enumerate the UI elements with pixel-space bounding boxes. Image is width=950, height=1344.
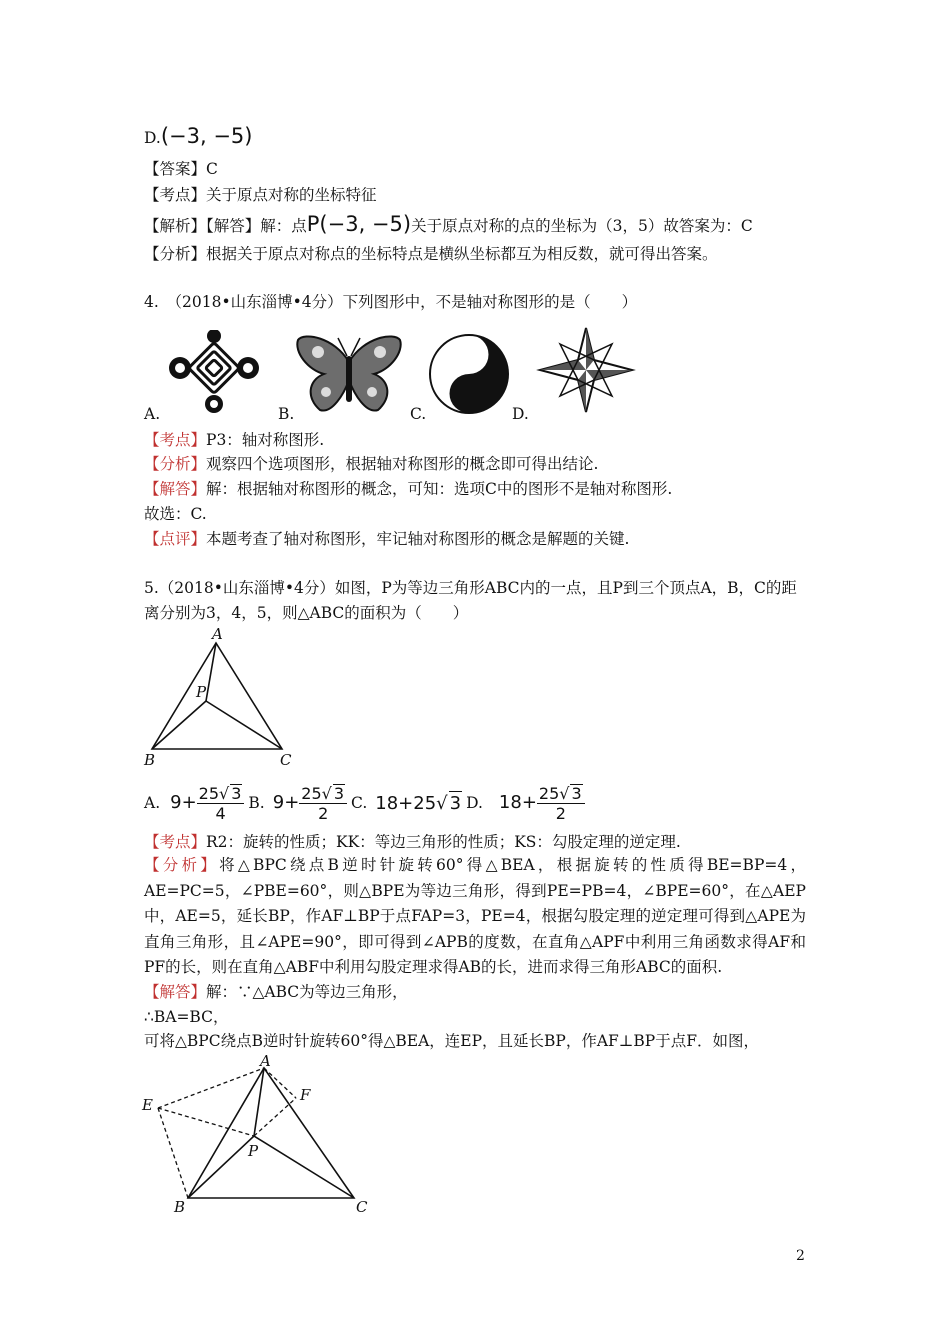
frac-num: 25: [538, 783, 560, 803]
fenxi-paragraph-q5: [144, 853, 806, 981]
fig2-label-b: B: [174, 1198, 186, 1216]
kaodian-text: R2：旋转的性质；KK：等边三角形的性质；KS：勾股定理的逆定理.: [206, 833, 681, 851]
expr-text: 18+25: [375, 792, 437, 814]
q4-option-a-label: A.: [144, 405, 161, 423]
option-d-prev: [144, 124, 252, 150]
fig2-label-p: P: [248, 1142, 259, 1160]
q5-options: [144, 778, 585, 828]
q5-option-a-fraction: $\frac{25√ 3}{4}$: [197, 784, 245, 823]
butterfly-figure: [294, 332, 404, 416]
frac-num: 25: [301, 783, 322, 803]
page-number: 2: [796, 1248, 805, 1264]
q4-option-c-label: C.: [410, 405, 427, 423]
kaodian-text: P3：轴对称图形.: [206, 431, 325, 449]
chinese-knot-figure: [166, 330, 262, 416]
fig1-label-c: C: [280, 751, 292, 769]
frac-num: 25: [198, 783, 220, 803]
q5-option-c-label: C.: [351, 794, 368, 812]
triangle-figure-1: [140, 625, 300, 770]
fenxi-text: 根据关于原点对称点的坐标特点是横纵坐标都互为相反数，就可得出答案。: [206, 245, 718, 263]
frac-radicand: 3: [231, 783, 242, 803]
frac-radicand: 3: [571, 783, 582, 803]
kaodian-line-q4: [144, 428, 324, 452]
fenxi-line-q4: [144, 452, 598, 476]
fenxi-text: 观察四个选项图形，根据轴对称图形的概念即可得出结论.: [206, 455, 599, 473]
kaodian-line-q3: [144, 183, 377, 207]
frac-radicand: 3: [333, 783, 345, 803]
q4-option-d-label: D.: [512, 405, 529, 423]
fenxi-tag: 【分析】: [144, 245, 207, 263]
point-expression: P(−3, −5): [306, 212, 412, 236]
q5-option-b-int: 9+: [272, 792, 300, 813]
kaodian-tag: 【考点】: [144, 833, 207, 851]
kaodian-line-q5: [144, 830, 681, 854]
rotate-line: 可将△BPC绕点B逆时针旋转60°得△BEA，连EP，且延长BP，作AF⊥BP于点F．如图，: [144, 1032, 759, 1050]
q5-option-b-fraction: $\frac{25√ 3}{2}$: [299, 784, 347, 823]
ba-equals-bc-line: ∴BA=BC，: [144, 1008, 229, 1026]
q5-stem-line1: 5.（2018•山东淄博•4分）如图，P为等边三角形ABC内的一点，且P到三个顶点A，B，C的距: [144, 579, 797, 597]
fenxi-line-q3: [144, 242, 718, 266]
jiexi-text: 关于原点对称的点的坐标为（3，5）故答案为：C: [411, 217, 753, 235]
kaodian-tag: 【考点】: [144, 186, 207, 204]
q5-option-d-int: 18+: [498, 792, 537, 813]
jieda-tag: 【解答】: [144, 983, 207, 1001]
fenxi-text: 将△BPC绕点B逆时针旋转60°得△BEA，根据旋转的性质得BE=BP=4，AE=PC=5，∠PBE=60°，则△BPE为等边三角形，得到PE=PB=4，∠BPE=60°，在△AEP中，AE=5，延长BP，作AF⊥BP于点FAP=3，PE=4，根据勾股定理的逆定理可得到△APE为直角三角形，且∠APE=90°，即可得到∠APB的度数，在直角△APF中利用三角函数求得AF和PF的长，则在直角△ABF中利用勾股定理求得AB的长，进而求得三角形ABC的面积.: [144, 856, 806, 976]
fenxi-tag: 【分析】: [144, 455, 207, 473]
answer-value: C: [206, 160, 218, 178]
jieda-text: 解：∵△ABC为等边三角形，: [206, 983, 408, 1001]
kaodian-tag: 【考点】: [144, 431, 207, 449]
dianping-text: 本题考查了轴对称图形，牢记轴对称图形的概念是解题的关键.: [206, 530, 630, 548]
dianping-tag: 【点评】: [144, 530, 207, 548]
q5-option-a-int: 9+: [170, 792, 197, 813]
fenxi-tag: 【分析】: [144, 856, 220, 874]
fig1-label-a: A: [212, 625, 223, 643]
q5-option-b-label: B.: [248, 794, 265, 812]
option-expression: (−3, −5): [160, 124, 253, 148]
jieda-text: 解：根据轴对称图形的概念，可知：选项C中的图形不是轴对称图形.: [206, 480, 673, 498]
jiexi-tag: 【解析】【解答】解：点: [144, 217, 307, 235]
triangle-figure-2: [138, 1052, 378, 1216]
q5-stem-line2: 离分别为3，4，5，则△ABC的面积为（ ）: [144, 604, 469, 622]
jiexi-line-q3: [144, 212, 753, 238]
q4-stem: 4. （2018•山东淄博•4分）下列图形中，不是轴对称图形的是（ ）: [144, 293, 638, 311]
fig1-label-b: B: [144, 751, 156, 769]
kaodian-text: 关于原点对称的坐标特征: [206, 186, 377, 204]
jieda-line-q4: [144, 477, 672, 501]
fig2-label-a: A: [260, 1052, 271, 1070]
frac-den: 2: [555, 803, 566, 823]
q4-option-b-label: B.: [278, 405, 295, 423]
expr-radicand: 3: [449, 792, 462, 814]
jieda-tag: 【解答】: [144, 480, 207, 498]
answer-tag: 【答案】: [144, 160, 207, 178]
dianping-line-q4: [144, 527, 629, 551]
fig2-label-c: C: [356, 1198, 368, 1216]
compass-star-figure: [536, 326, 636, 414]
option-label: D.: [144, 129, 161, 147]
q5-option-d-fraction: $\frac{25√ 3}{2}$: [537, 784, 585, 823]
frac-den: 2: [318, 803, 329, 823]
taiji-figure: [428, 333, 510, 415]
q5-option-c-expr: 18+25√ 3: [375, 792, 462, 814]
jieda-line-q5: [144, 980, 408, 1004]
q5-option-a-label: A.: [144, 794, 161, 812]
q5-option-d-label: D.: [466, 794, 483, 812]
fig2-label-e: E: [142, 1096, 153, 1114]
guxuan-line-q4: 故选：C.: [144, 505, 207, 523]
fig2-label-f: F: [300, 1086, 311, 1104]
fig1-label-p: P: [196, 683, 207, 701]
frac-den: 4: [215, 803, 226, 823]
answer-line: [144, 157, 218, 181]
